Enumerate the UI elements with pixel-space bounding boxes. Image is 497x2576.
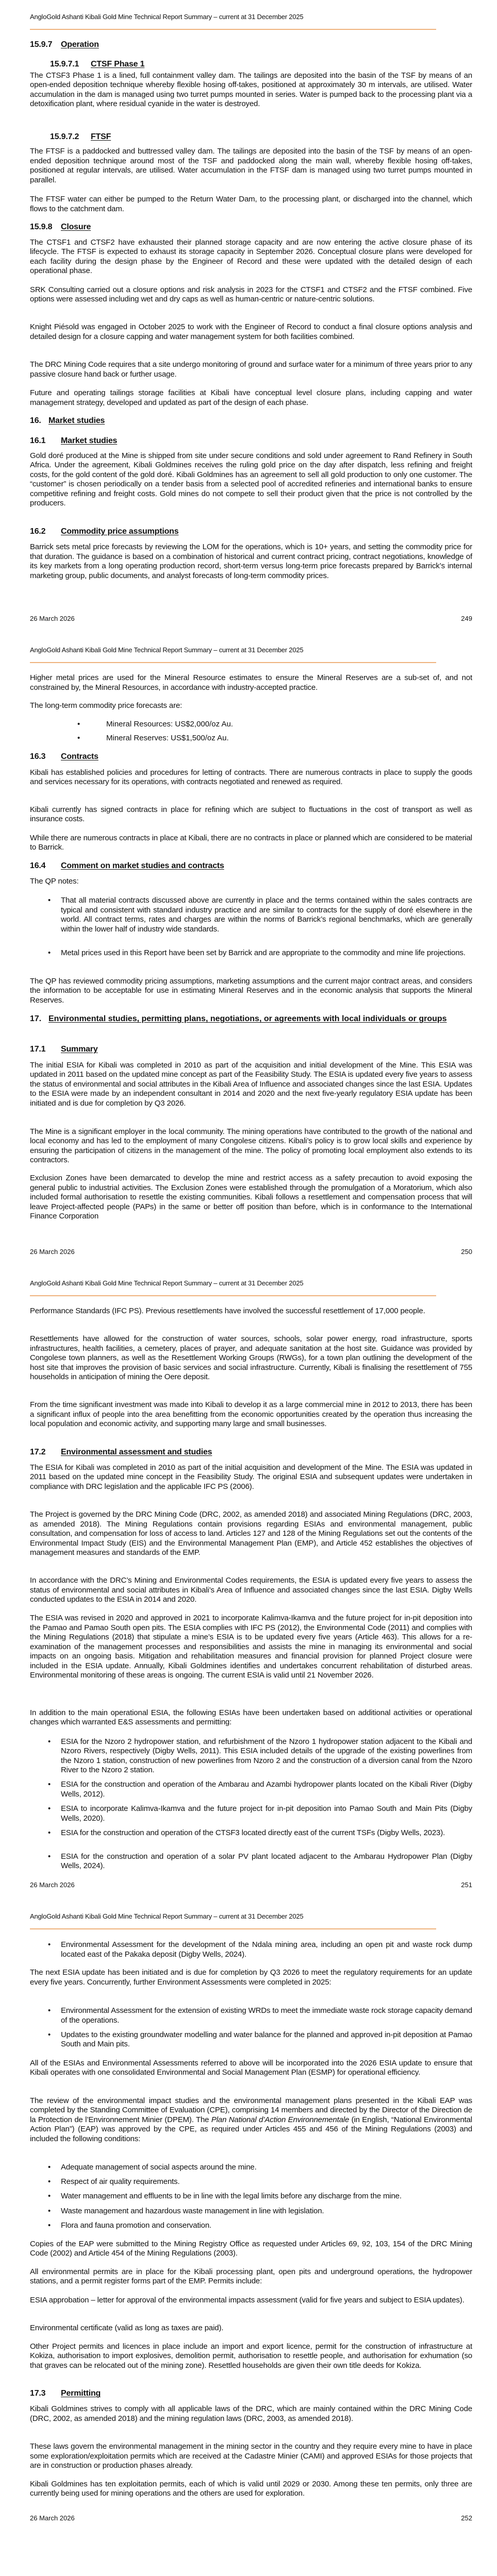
bullet-icon: • bbox=[48, 948, 51, 957]
price-item-reserves bbox=[77, 734, 229, 743]
paragraph: All environmental permits are in place for the Kibali processing plant, open pits and underground operations, the hydropower stations, and a permit register forms part of the EMP. Permits include: bbox=[30, 2267, 472, 2286]
paragraph: Resettlements have allowed for the construction of water sources, schools, solar power energy, road infrastructure, sports infrastructures, health facilities, a cemetery, places of prayer, and adequate sanitation at the host site. Guidance was provided by Congolese town planners, as well as the Resettlement Working Groups (RWGs), for a town plan outlining the development of the host site that improves the provision of basic services and social infrastructure. Currently, Kibali is finalising the resettlement of 755 households in anticipation of mining the Oere deposit. bbox=[30, 1334, 472, 1382]
heading-16-2 bbox=[30, 527, 178, 536]
paragraph: These laws govern the environmental management in the mining sector in the country and they require every mine to have in place some exploration/exploitation permits which are received at the Cadastre Minier (CAMI) and approved ESIAs for those projects that are in construction or production phases already. bbox=[30, 2442, 472, 2470]
running-header: AngloGold Ashanti Kibali Gold Mine Technical Report Summary – current at 31 December 2025 bbox=[30, 1279, 304, 1287]
paragraph: The DRC Mining Code requires that a site undergo monitoring of ground and surface water for a minimum of three years prior to any passive closure hand back or further usage. bbox=[30, 360, 472, 379]
list-item bbox=[48, 1828, 472, 1838]
page-footer bbox=[30, 2514, 472, 2522]
page-number: 250 bbox=[461, 1247, 472, 1256]
heading-16-4 bbox=[30, 861, 224, 871]
page-number: 252 bbox=[461, 2514, 472, 2522]
heading-title: CTSF Phase 1 bbox=[91, 60, 145, 69]
heading-number: 17. bbox=[30, 1014, 42, 1023]
list-item bbox=[48, 948, 472, 958]
paragraph: Kibali currently has signed contracts in place for refining which are subject to fluctuations in the cost of transport as well as insurance costs. bbox=[30, 805, 472, 824]
bullet-icon: • bbox=[48, 1852, 51, 1861]
paragraph: Kibali Goldmines strives to comply with all applicable laws of the DRC, which are mainly contained within the DRC Mining Code (DRC, 2002, as amended 2018) and the mining regulation laws (DRC, 2003, as amended 2018). bbox=[30, 2404, 472, 2423]
heading-title: Market studies bbox=[48, 416, 105, 426]
heading-number: 15.9.7.2 bbox=[50, 132, 79, 141]
header-rule bbox=[30, 662, 436, 663]
paragraph: The CTSF3 Phase 1 is a lined, full containment valley dam. The tailings are deposited into the basin of the TSF by means of an open-ended deposition technique whereby flexible hosing off-takes, positioned at approximately 30 m intervals, are utilised. Water accumulation in the dam is managed using two turret pumps mounted in series. Water is pumped back to the processing plant via a detoxification plant, where residual cyanide in the water is destroyed. bbox=[30, 71, 472, 109]
paragraph: The long-term commodity price forecasts are: bbox=[30, 701, 183, 710]
page-251 bbox=[0, 1266, 497, 1900]
paragraph: Knight Piésold was engaged in October 2025 to work with the Engineer of Record to conduct a final closure options analysis and detailed design for a closure capping and water management system for both facilities combined. bbox=[30, 323, 472, 341]
text-run: (in English, “National Environmental Action Plan”) (EAP) was approved by the CPE, as required under Articles 455 and 456 of the Mining Regulations (2003) and included the following conditions: bbox=[30, 2115, 472, 2143]
bullet-icon: • bbox=[48, 2030, 51, 2039]
heading-15-9-7-2 bbox=[50, 132, 111, 142]
list-item-text: Environmental Assessment for the extension of existing WRDs to meet the immediate waste rock storage capacity demand of the operations. bbox=[61, 2006, 472, 2025]
heading-title: Closure bbox=[61, 223, 91, 231]
list-item bbox=[48, 1804, 472, 1823]
heading-title: Permitting bbox=[61, 2389, 101, 2398]
heading-number: 17.3 bbox=[30, 2389, 46, 2398]
header-rule bbox=[30, 1295, 436, 1296]
running-header: AngloGold Ashanti Kibali Gold Mine Technical Report Summary – current at 31 December 2025 bbox=[30, 1912, 304, 1921]
heading-title: Environmental assessment and studies bbox=[61, 1447, 212, 1456]
paragraph: All of the ESIAs and Environmental Assessments referred to above will be incorporated into the 2026 ESIA update to ensure that Kibali operates with one consolidated Environmental and Social Management Plan (ESMP) for operational efficiency. bbox=[30, 2058, 472, 2077]
list-item-text: ESIA for the construction and operation of the Ambarau and Azambi hydropower plants located on the Kibali River (Digby Wells, 2012). bbox=[61, 1780, 472, 1799]
page-footer bbox=[30, 1881, 472, 1889]
heading-17-1 bbox=[30, 1045, 98, 1054]
bullet-icon: • bbox=[48, 2192, 51, 2200]
price-text: Mineral Resources: US$2,000/oz Au. bbox=[106, 720, 233, 729]
paragraph-eap-review bbox=[30, 2096, 472, 2144]
paragraph: The Mine is a significant employer in the local community. The mining operations have contributed to the growth of the national and local economy and has led to the employment of many Congolese citizens. Kibali’s policy is to grow local skills and experience by ensuring the participation of citizens in the management of the mine. The policy of promoting local employment also extends to its contractors. bbox=[30, 1127, 472, 1164]
list-item bbox=[48, 1780, 472, 1799]
paragraph: While there are numerous contracts in place at Kibali, there are no contracts in place or planned which are considered to be material to Barrick. bbox=[30, 833, 472, 852]
list-item bbox=[48, 2163, 472, 2173]
paragraph: ESIA approbation – letter for approval of the environmental impacts assessment (valid for five years and subject to ESIA updates). bbox=[30, 2295, 465, 2304]
heading-15-9-7-1 bbox=[50, 60, 144, 69]
heading-title: FTSF bbox=[91, 132, 111, 141]
page-252 bbox=[0, 1900, 497, 2533]
paragraph: Gold doré produced at the Mine is shipped from site under secure conditions and sold under agreement to Rand Refinery in South Africa. Under the agreement, Kibali Goldmines receives the ruling gold price on the day after dispatch, less refining and freight costs, for the gold content of the gold doré. Kibali Goldmines has an agreement to sell all gold production to only one customer. The “customer” is chosen periodically on a tender basis from a selected pool of accredited refineries and international banks to ensure competitive refining and freight costs. Gold mines do not compete to sell their product given that the price is not controlled by the producers. bbox=[30, 451, 472, 508]
page-footer bbox=[30, 615, 472, 623]
list-item-text: Adequate management of social aspects around the mine. bbox=[61, 2163, 257, 2172]
paragraph: The QP notes: bbox=[30, 876, 79, 886]
heading-number: 16. bbox=[30, 416, 41, 426]
paragraph: Performance Standards (IFC PS). Previous resettlements have involved the successful resettlement of 17,000 people. bbox=[30, 1307, 425, 1316]
heading-number: 15.9.8 bbox=[30, 223, 53, 231]
footer-date: 26 March 2026 bbox=[30, 1880, 75, 1889]
list-item-text: Environmental Assessment for the development of the Ndala mining area, including an open pit and waste rock dump located east of the Pakaka deposit (Digby Wells, 2024). bbox=[61, 1940, 472, 1959]
heading-15-9-8 bbox=[30, 223, 91, 232]
list-item bbox=[48, 2030, 472, 2049]
bullet-icon: • bbox=[77, 720, 80, 729]
list-item bbox=[48, 2206, 472, 2216]
price-text: Mineral Reserves: US$1,500/oz Au. bbox=[106, 734, 229, 743]
paragraph: The next ESIA update has been initiated and is due for completion by Q3 2026 to meet the regulatory requirements for an update every five years. Concurrently, further Environment Assessments were completed in 2025: bbox=[30, 1968, 472, 1987]
bullet-icon: • bbox=[48, 1804, 51, 1813]
paragraph: Kibali has established policies and procedures for letting of contracts. There are numerous contracts in place to supply the goods and services necessary for its operations, with contracts negotiated and renewed as required. bbox=[30, 768, 472, 787]
heading-16-1 bbox=[30, 436, 117, 446]
heading-number: 17.2 bbox=[30, 1447, 46, 1456]
paragraph: In accordance with the DRC’s Mining and Environmental Codes requirements, the ESIA is updated every five years to assess the status of environmental and social attributes in Kibali’s Area of Influence and associated changes since the last ESIA. Digby Wells conducted updates to the ESIA in 2014 and 2020. bbox=[30, 1576, 472, 1604]
page-249 bbox=[0, 0, 497, 633]
list-item bbox=[48, 1852, 472, 1871]
paragraph: The initial ESIA for Kibali was completed in 2010 as part of the acquisition and initial development of the Mine. This ESIA was updated in 2011 based on the updated mine concept as part of the Feasibility Study. The ESIA is updated every five years to assess the status of environmental and social attributes in the Kibali Area of Influence and associated changes since the last ESIA. Updates to the ESIA were made by an independent consultant in 2014 and 2020 and the next five-yearly regulatory ESIA update has been initiated and is due for completion by Q3 2026. bbox=[30, 1060, 472, 1108]
bullet-icon: • bbox=[48, 896, 51, 905]
list-item bbox=[48, 2177, 472, 2187]
heading-number: 17.1 bbox=[30, 1045, 46, 1054]
bullet-icon: • bbox=[48, 2163, 51, 2172]
list-item-text: Flora and fauna promotion and conservation. bbox=[61, 2221, 212, 2230]
footer-date: 26 March 2026 bbox=[30, 2514, 75, 2522]
bullet-icon: • bbox=[48, 1780, 51, 1789]
paragraph: Kibali Goldmines has ten exploitation permits, each of which is valid until 2029 or 2030. Among these ten permits, only three are currently being used for mining operations and the others are used for exploration. bbox=[30, 2479, 472, 2498]
heading-number: 15.9.7 bbox=[30, 40, 53, 49]
page-number: 251 bbox=[461, 1880, 472, 1889]
heading-number: 16.4 bbox=[30, 861, 46, 870]
heading-title: Operation bbox=[61, 40, 99, 49]
heading-15-9-7 bbox=[30, 40, 99, 49]
paragraph: Higher metal prices are used for the Mineral Resource estimates to ensure the Mineral Reserves are a sub-set of, and not constrained by, the Mineral Resources, in accordance with industry-accepted practice. bbox=[30, 673, 472, 692]
paragraph: The CTSF1 and CTSF2 have exhausted their planned storage capacity and are now entering the active closure phase of its lifecycle. The FTSF is expected to exhaust its storage capacity in September 2026. Conceptual closure plans were developed for each facility during the design phase by the Engineer of Record and these were updated with the detailed design of each operational phase. bbox=[30, 238, 472, 276]
heading-number: 16.1 bbox=[30, 436, 46, 445]
heading-title: Environmental studies, permitting plans, negotiations, or agreements with local individuals or groups bbox=[48, 1014, 447, 1023]
list-item-text: Updates to the existing groundwater modelling and water balance for the planned and approved in-pit deposition at Pamao South and Main pits. bbox=[61, 2030, 472, 2049]
list-item-text: ESIA for the Nzoro 2 hydropower station, and refurbishment of the Nzoro 1 hydropower station adjacent to the Kibali and Nzoro Rivers, respectively (Digby Wells, 2011). This ESIA included details of the upgrade of the existing powerlines from the Nzoro 1 station, construction of new powerlines from Nzoro 2 and the construction of a diversion canal from the Nzoro River to the Nzoro 2 station. bbox=[61, 1737, 472, 1774]
list-item bbox=[48, 2006, 472, 2025]
paragraph: The FTSF is a paddocked and buttressed valley dam. The tailings are deposited into the basin of the TSF by means of an open-ended deposition technique around most of the TSF and paddocked along the main wall, whereby flexible hosing off-takes, positioned at regular intervals, are utilised. Water accumulation in the FTSF dam is managed using two turret pumps mounted in parallel. bbox=[30, 147, 472, 184]
heading-17-2 bbox=[30, 1448, 212, 1457]
list-item-text: ESIA for the construction and operation of a solar PV plant located adjacent to the Ambarau Hydropower Plan (Digby Wells, 2024). bbox=[61, 1852, 472, 1871]
paragraph: From the time significant investment was made into Kibali to develop it as a large commercial mine in 2012 to 2013, there has been a significant influx of people into the area benefitting from the economic opportunities created by the operation thus increasing the local population and economic activity, and supporting many large and small businesses. bbox=[30, 1400, 472, 1429]
page-footer bbox=[30, 1248, 472, 1256]
running-header: AngloGold Ashanti Kibali Gold Mine Technical Report Summary – current at 31 December 2025 bbox=[30, 646, 304, 654]
paragraph: In addition to the main operational ESIA, the following ESIAs have been undertaken based on additional activities or operational changes which warranted E&S assessments and permitting: bbox=[30, 1708, 472, 1727]
bullet-icon: • bbox=[48, 2006, 51, 2015]
heading-number: 16.3 bbox=[30, 752, 46, 761]
heading-title: Summary bbox=[61, 1045, 98, 1054]
bullet-icon: • bbox=[48, 1828, 51, 1837]
heading-17-3 bbox=[30, 2389, 101, 2398]
paragraph: Barrick sets metal price forecasts by reviewing the LOM for the operations, which is 10+ years, and setting the commodity price for that duration. The guidance is based on a combination of historical and current contract pricing, contract negotiations, knowledge of its key markets from a long operating production record, short-term versus long-term price forecasts prepared by Barrick’s internal marketing group, public documents, and analyst forecasts of long-term commodity prices. bbox=[30, 543, 472, 580]
heading-17 bbox=[30, 1013, 472, 1025]
list-item bbox=[48, 2192, 472, 2201]
paragraph: Exclusion Zones have been demarcated to develop the mine and restrict access as a safety precaution to avoid exposing the general public to industrial activities. The Exclusion Zones were established through the promulgation of a Moratorium, which also included formal authorisation to resettle the existing communities. Kibali follows a resettlement and compensation process that will leave Project-affected people (PAPs) in the same or better off position than before, which is in conformance to the International Finance Corporation bbox=[30, 1174, 472, 1221]
heading-title: Contracts bbox=[61, 752, 98, 761]
list-item-text: Respect of air quality requirements. bbox=[61, 2177, 180, 2187]
heading-title: Commodity price assumptions bbox=[61, 527, 179, 536]
heading-number: 16.2 bbox=[30, 527, 46, 536]
bullet-icon: • bbox=[48, 2177, 51, 2187]
paragraph: The ESIA was revised in 2020 and approved in 2021 to incorporate Kalimva-Ikamva and the future project for in-pit deposition into the Pamao and Pamao South open pits. The ESIA complies with IFC PS (2012), the Environmental Code (2011) and complies with the Mining Regulations (2018) that stipulate a mine’s ESIA is to be updated every five years (Article 463). This allows for a re-examination of the management processes and responsibilities and assists the mine in managing its environmental and social impacts on an ongoing basis. Mitigation and rehabilitation measures and financial provision for planned Project closure were included in the ESIA update. Annually, Kibali Goldmines identifies and undertakes concurrent rehabilitation of disturbed areas. Environmental monitoring of these areas is ongoing. The current ESIA is valid until 21 November 2026. bbox=[30, 1614, 472, 1680]
heading-number: 15.9.7.1 bbox=[50, 60, 79, 69]
paragraph: The FTSF water can either be pumped to the Return Water Dam, to the processing plant, or discharged into the channel, which flows to the catchment dam. bbox=[30, 195, 472, 213]
bullet-icon: • bbox=[48, 2221, 51, 2230]
bullet-icon: • bbox=[48, 1737, 51, 1746]
list-item bbox=[48, 1737, 472, 1775]
heading-16 bbox=[30, 416, 105, 426]
list-item-text: ESIA to incorporate Kalimva-Ikamva and the future project for in-pit deposition into Pamao South and Main Pits (Digby Wells, 2020). bbox=[61, 1804, 472, 1823]
heading-title: Market studies bbox=[61, 436, 118, 445]
italic-text-run: Plan National d’Action Environnementale bbox=[211, 2115, 350, 2124]
list-item bbox=[48, 896, 472, 934]
paragraph: Other Project permits and licences in place include an import and export licence, permit for the construction of infrastructure at Kokiza, authorisation to import explosives, demolition permit, authorisation to resettle people, and authorisation for exhumation (so that graves can be relocated out of the mining zone). Resettled households are given their own title deeds for Kokiza. bbox=[30, 2342, 472, 2370]
bullet-icon: • bbox=[48, 2206, 51, 2215]
footer-date: 26 March 2026 bbox=[30, 1247, 75, 1256]
page-number: 249 bbox=[461, 614, 472, 622]
bullet-icon: • bbox=[77, 734, 80, 743]
list-item-text: Waste management and hazardous waste management in line with legislation. bbox=[61, 2206, 324, 2215]
list-item bbox=[48, 2221, 472, 2231]
paragraph: Environmental certificate (valid as long as taxes are paid). bbox=[30, 2323, 224, 2332]
list-item-text: ESIA for the construction and operation of the CTSF3 located directly east of the current TSFs (Digby Wells, 2023). bbox=[61, 1828, 445, 1837]
list-item-text: Water management and effluents to be in line with the legal limits before any discharge from the mine. bbox=[61, 2192, 402, 2200]
paragraph: SRK Consulting carried out a closure options and risk analysis in 2023 for the CTSF1 and CTSF2 and the FTSF combined. Five options were assessed including wet and dry caps as well as human-centric or nature-centric solutions. bbox=[30, 285, 472, 303]
paragraph: The QP has reviewed commodity pricing assumptions, marketing assumptions and the current major contract areas, and considers the information to be acceptable for use in estimating Mineral Reserves and in the economic analysis that supports the Mineral Reserves. bbox=[30, 976, 472, 1005]
paragraph: Copies of the EAP were submitted to the Mining Registry Office as requested under Articles 69, 92, 103, 154 of the DRC Mining Code (2002) and Article 454 of the Mining Regulations (2003). bbox=[30, 2239, 472, 2258]
paragraph: The Project is governed by the DRC Mining Code (DRC, 2002, as amended 2018) and associated Mining Regulations (DRC, 2003, as amended 2018). The Mining Regulations contain provisions regarding ESIAs and environmental management, public consultation, and compensation for loss of access to land. Articles 127 and 128 of the Mining Regulations set out the contents of the Environmental Impact Study (EIS) and the Environmental Management Plan (EMP), and Article 452 establishes the objectives of management measures and standards of the EMP. bbox=[30, 1510, 472, 1557]
price-item-resources bbox=[77, 720, 233, 730]
list-item-text: That all material contracts discussed above are currently in place and the terms contained within the sales contracts are typical and consistent with standard industry practice and are similar to contracts for the supply of doré elsewhere in the world. All contract terms, rates and charges are within the norms of Barrick’s regional benchmarks, which are generally within the lower half of industry wide standards. bbox=[61, 896, 472, 934]
heading-16-3 bbox=[30, 752, 98, 761]
paragraph: The ESIA for Kibali was completed in 2010 as part of the initial acquisition and development of the Mine. The ESIA was updated in 2011 based on the updated mine concept in the Feasibility Study. The original ESIA and subsequent updates were undertaken in compliance with DRC legislation and the applicable IFC PS (2006). bbox=[30, 1463, 472, 1491]
page-250 bbox=[0, 633, 497, 1266]
list-item-text: Metal prices used in this Report have been set by Barrick and are appropriate to the commodity and mine life projections. bbox=[61, 948, 466, 957]
bullet-icon: • bbox=[48, 1940, 51, 1950]
header-rule bbox=[30, 1928, 436, 1929]
heading-title: Comment on market studies and contracts bbox=[61, 861, 224, 870]
paragraph: Future and operating tailings storage facilities at Kibali have conceptual level closure plans, including capping and water management strategy, developed and updated as part of the design of each phase. bbox=[30, 388, 472, 407]
footer-date: 26 March 2026 bbox=[30, 614, 75, 622]
header-rule bbox=[30, 29, 436, 30]
list-item bbox=[48, 1940, 472, 1959]
running-header: AngloGold Ashanti Kibali Gold Mine Technical Report Summary – current at 31 December 2025 bbox=[30, 13, 304, 21]
text-run: The review of the environmental impact studies and the environmental management plans presented in the Kibali EAP was completed by the Standing Committee of Evaluation (CPE), comprising 14 members and directed by the Director of the Direction de la Protection de l’Environnement Minier (DPEM). The bbox=[30, 2096, 472, 2124]
